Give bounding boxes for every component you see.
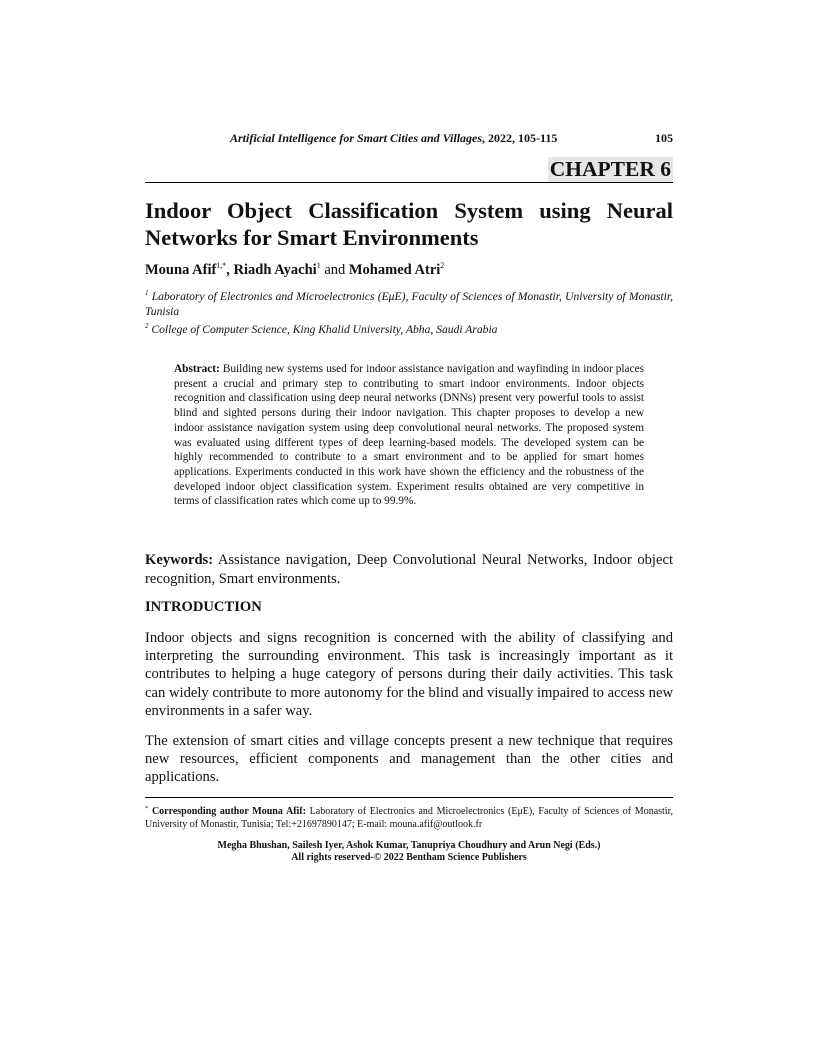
author-list: [145, 261, 444, 279]
body-paragraph: The extension of smart cities and village concepts present a new technique that requires new resources, efficient components and management than the other cities and applications.: [145, 733, 673, 786]
footnote-text: Laboratory of Electronics and Microelectronics (EμE), Faculty of Sciences of Monastir, University of Monastir, Tunisia; Tel:+21697890147; E-mail: mouna.afif@outlook.fr: [145, 806, 674, 830]
abstract: [174, 362, 644, 509]
abstract-text: Building new systems used for indoor assistance navigation and wayfinding in indoor places present a crucial and primary step to contributing to smart indoor environments. Indoor objects recognition and classification using deep neural networks (DNNs) present very powerful tools to assist blind and sighted persons during their indoor navigation. This chapter proposes to develop a new indoor assistance navigation system using deep convolutional neural networks. The proposed system was evaluated using different types of deep learning-based models. The developed system can be highly recommended to contribute to a smart environment and to be applied for smart homes applications. Experiments conducted in this work have shown the efficiency and the robustness of the developed indoor object classification system. Experiment results obtained are very competitive in terms of classification rates which come up to 99.9%.: [174, 363, 644, 508]
author-name: Mouna Afif: [145, 262, 217, 278]
affiliation-number: 2: [145, 322, 149, 330]
keywords-text: Assistance navigation, Deep Convolutional Neural Networks, Indoor object recognition, Smart environments.: [145, 552, 673, 587]
author-affiliation-marker: 1,*: [216, 261, 227, 270]
author-affiliation-marker: 1: [316, 261, 321, 270]
abstract-label: Abstract:: [174, 363, 220, 375]
author-affiliation-marker: 2: [440, 261, 445, 270]
editors-line: Megha Bhushan, Sailesh Iyer, Ashok Kumar, Tanupriya Choudhury and Arun Negi (Eds.): [217, 840, 601, 851]
chapter-label: CHAPTER 6: [549, 157, 671, 181]
author-name: Riadh Ayachi: [233, 262, 317, 278]
affiliation-2: [145, 319, 673, 337]
footnote-marker: *: [145, 805, 149, 812]
author-separator: ,: [226, 262, 234, 278]
running-title: [230, 131, 557, 146]
page-number: 105: [655, 131, 673, 145]
affiliation-number: 1: [145, 289, 149, 297]
book-title: Artificial Intelligence for Smart Cities and Villages: [230, 131, 483, 145]
body-paragraph: Indoor objects and signs recognition is concerned with the ability of classifying and interpreting the surrounding environment. This task is increasingly important as it contributes to helping a huge category of persons during their daily activities. This task can widely contribute to more autonomy for the blind and visually impaired to access new environments in a safer way.: [145, 630, 673, 719]
footnote-label: Corresponding author Mouna Afif:: [151, 806, 306, 817]
author-name: Mohamed Atri: [348, 262, 441, 278]
book-info: , 2022, 105-115: [482, 131, 558, 145]
section-heading-introduction: INTRODUCTION: [145, 599, 262, 615]
affiliation-text: Laboratory of Electronics and Microelectronics (EμE), Faculty of Sciences of Monastir, University of Monastir, Tunisia: [145, 290, 673, 318]
keywords-label: Keywords:: [145, 552, 214, 568]
author-separator: and: [320, 262, 349, 278]
publisher-info: [145, 840, 673, 864]
chapter-divider: [145, 182, 673, 183]
article-title: Indoor Object Classification System using Neural Networks for Smart Environments: [145, 198, 673, 250]
affiliation-text: College of Computer Science, King Khalid University, Abha, Saudi Arabia: [151, 323, 498, 336]
running-head: [145, 131, 673, 151]
keywords: [145, 551, 673, 589]
footnote-divider: [145, 797, 673, 798]
footnote: [145, 802, 673, 831]
copyright-line: All rights reserved-© 2022 Bentham Science Publishers: [291, 852, 527, 863]
affiliation-1: [145, 286, 673, 319]
